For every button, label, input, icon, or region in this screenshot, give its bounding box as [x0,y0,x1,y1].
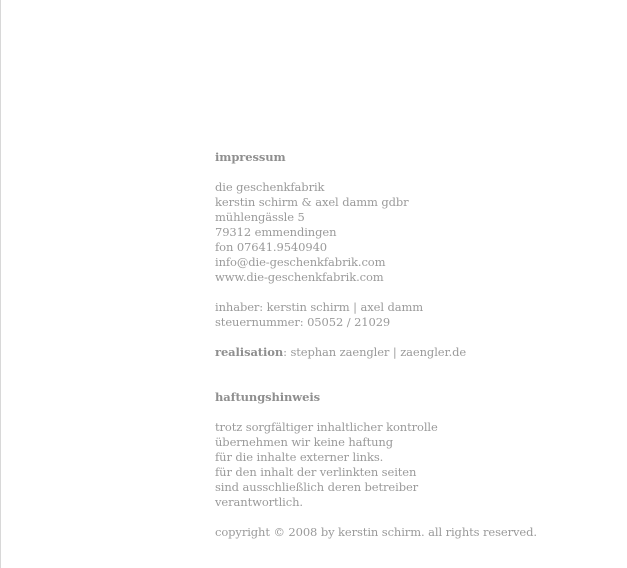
haftung-line: übernehmen wir keine haftung [215,435,393,449]
realisation-credit [215,345,615,360]
company-name: die geschenkfabrik [215,180,325,194]
haftung-line: für den inhalt der verlinkten seiten [215,465,417,479]
left-border-line [0,0,1,568]
impressum-heading: impressum [215,150,286,164]
realisation-value[interactable]: : stephan zaengler | zaengler.de [283,345,467,359]
spacer [215,510,615,525]
haftung-heading: haftungshinweis [215,390,320,404]
owner-info: inhaber: kerstin schirm | axel damm [215,300,424,314]
spacer [215,285,615,300]
street-address: mühlengässle 5 [215,210,305,224]
haftung-line: verantwortlich. [215,495,303,509]
haftung-line: sind ausschließlich deren betreiber [215,480,419,494]
spacer [215,330,615,345]
copyright-notice: copyright © 2008 by kerstin schirm. all rights reserved. [215,525,537,539]
spacer [215,165,615,180]
impressum-content [215,150,615,540]
tax-number: steuernummer: 05052 / 21029 [215,315,391,329]
spacer [215,360,615,390]
realisation-label: realisation [215,345,284,359]
legal-owners: kerstin schirm & axel damm gdbr [215,195,409,209]
email-link[interactable]: info@die-geschenkfabrik.com [215,255,386,269]
haftung-line: trotz sorgfältiger inhaltlicher kontrolle [215,420,438,434]
city-address: 79312 emmendingen [215,225,337,239]
haftung-line: für die inhalte externer links. [215,450,384,464]
phone-number: fon 07641.9540940 [215,240,327,254]
spacer [215,405,615,420]
website-link[interactable]: www.die-geschenkfabrik.com [215,270,384,284]
